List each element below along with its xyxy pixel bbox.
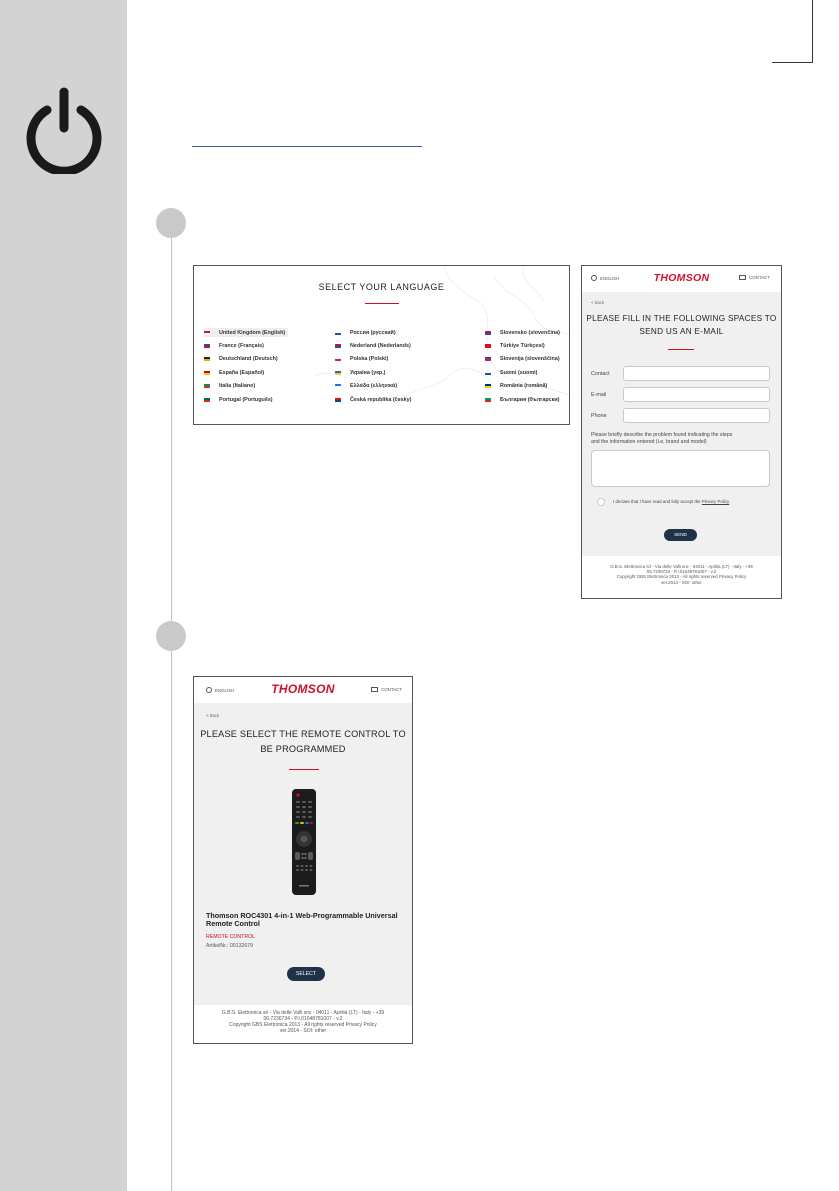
language-label: Nederland (Nederlands) [350, 343, 411, 350]
flag-icon [335, 398, 341, 402]
flag-icon [335, 331, 341, 335]
language-label: България (български) [500, 396, 560, 403]
crop-mark [772, 62, 813, 63]
flag-icon [335, 344, 341, 348]
thomson-logo[interactable]: THOMSON [271, 682, 335, 696]
flag-icon [204, 371, 210, 375]
privacy-checkbox[interactable] [597, 498, 605, 506]
power-icon [22, 86, 106, 174]
thomson-logo[interactable]: THOMSON [653, 272, 710, 284]
language-title: SELECT YOUR LANGUAGE [318, 282, 445, 292]
email-label: E-mail [591, 392, 607, 398]
language-label: Deutschland (Deutsch) [219, 356, 278, 363]
select-button[interactable]: SELECT [287, 967, 325, 981]
language-option[interactable] [335, 341, 485, 350]
language-option[interactable] [485, 355, 565, 364]
contact-label: Contact [591, 371, 610, 377]
language-label: Slovenija (slovenščina) [500, 356, 560, 363]
description-textarea[interactable] [591, 450, 770, 487]
form-title: PLEASE FILL IN THE FOLLOWING SPACES TO SEND US AN E-MAIL [586, 314, 777, 336]
language-label: France (Français) [219, 343, 264, 350]
language-option[interactable] [204, 328, 288, 337]
email-field[interactable] [623, 387, 770, 402]
contact-link[interactable]: CONTACT [371, 687, 402, 692]
privacy-consent-text: I declare that I have read and fully accept the Privacy Policy [613, 499, 730, 504]
link-underline[interactable] [192, 146, 422, 147]
step-2-marker [156, 621, 186, 651]
remote-control-image [290, 789, 318, 895]
envelope-icon [739, 275, 746, 280]
language-label: Slovensko (slovenčina) [500, 329, 560, 336]
language-option[interactable] [335, 355, 485, 364]
language-option[interactable] [204, 355, 335, 364]
language-label: Italia (Italiano) [219, 383, 256, 390]
back-link[interactable]: < back [206, 713, 220, 718]
language-option[interactable] [335, 328, 485, 337]
language-option[interactable] [204, 368, 335, 377]
privacy-policy-link[interactable]: Privacy Policy [701, 499, 730, 504]
flag-icon [335, 371, 341, 375]
language-list [204, 328, 564, 404]
flag-icon [204, 331, 210, 335]
site-header [194, 677, 412, 703]
phone-field[interactable] [623, 408, 770, 423]
remote-body [194, 703, 412, 1005]
title-divider [365, 303, 399, 304]
remote-select-screenshot [193, 676, 413, 1044]
language-option[interactable] [485, 368, 565, 377]
language-option[interactable] [335, 395, 485, 404]
product-name: Thomson ROC4301 4-in-1 Web-Programmable Universal Remote Control [206, 911, 398, 928]
flag-icon [335, 384, 341, 388]
language-label: Россия (русский) [350, 329, 396, 336]
crop-mark [812, 0, 813, 62]
contact-link[interactable]: CONTACT [739, 275, 770, 280]
language-option[interactable] [485, 328, 565, 337]
email-form-screenshot [581, 265, 782, 599]
flag-icon [204, 384, 210, 388]
flag-icon [335, 357, 341, 361]
language-label: Ελλάδα (ελληνικά) [350, 383, 397, 390]
step-1-marker [156, 208, 186, 238]
product-article-number: ArtikelNr.: 00132679 [206, 943, 254, 949]
description-label: Please briefly describe the problem found indicating the steps and the information entered (i.e, brand and model) [591, 432, 733, 445]
page-sidebar [0, 0, 127, 1191]
title-divider [289, 769, 319, 770]
form-body [582, 292, 781, 556]
language-label: Česká republika (česky) [350, 396, 412, 403]
language-label: Україна (укр.) [350, 369, 386, 376]
site-header [582, 266, 781, 292]
product-category: REMOTE CONTROL [206, 934, 255, 940]
envelope-icon [371, 687, 378, 692]
language-option[interactable] [204, 395, 335, 404]
step-timeline [171, 222, 172, 1191]
language-label: Portugal (Português) [219, 396, 273, 403]
site-footer: G.B.S. Elettronica srl - Via delle Valli snc - 04011 - Aprilia (LT) - Italy - +39 06.7236734 - P.I.01048781007 - v.2 Copyright GBS Elettronica 2013 - All rights reserved Privacy Policy ver.2014 - SOI: other [610, 564, 753, 585]
phone-label: Phone [591, 413, 607, 419]
language-option[interactable] [204, 382, 335, 391]
flag-icon [204, 344, 210, 348]
language-option[interactable] [485, 382, 565, 391]
flag-icon [485, 384, 491, 388]
language-option[interactable] [485, 395, 565, 404]
language-label: Polska (Polski) [350, 356, 389, 363]
back-link[interactable]: < back [591, 300, 605, 305]
language-label: United Kingdom (English) [219, 329, 286, 336]
language-option[interactable] [335, 368, 485, 377]
language-option[interactable] [204, 341, 335, 350]
flag-icon [485, 344, 491, 348]
flag-icon [485, 357, 491, 361]
send-button[interactable]: SEND [664, 529, 697, 541]
select-remote-title: PLEASE SELECT THE REMOTE CONTROL TO BE PROGRAMMED [200, 729, 406, 754]
site-footer: G.B.S. Elettronica srl - Via delle Valli snc - 04011 - Aprilia (LT) - Italy - +39 06.7236734 - P.I.01048781007 - v.2 Copyright GBS Elettronica 2013 - All rights reserved Privacy Policy ver.2014 - SOI: other [221, 1010, 385, 1034]
contact-field[interactable] [623, 366, 770, 381]
flag-icon [204, 357, 210, 361]
title-divider [668, 349, 694, 350]
flag-icon [485, 331, 491, 335]
language-label: România (română) [500, 383, 548, 390]
flag-icon [204, 398, 210, 402]
language-label: Türkiye Türkçesi) [500, 343, 545, 350]
language-select-screenshot [193, 265, 570, 425]
language-label: España (Español) [219, 369, 265, 376]
flag-icon [485, 398, 491, 402]
language-label: Suomi (suomi) [500, 369, 538, 376]
flag-icon [485, 371, 491, 375]
language-switch[interactable]: ENGLISH [206, 687, 234, 693]
language-switch[interactable]: ENGLISH [591, 275, 619, 281]
language-option[interactable] [485, 341, 565, 350]
language-option[interactable] [335, 382, 485, 391]
